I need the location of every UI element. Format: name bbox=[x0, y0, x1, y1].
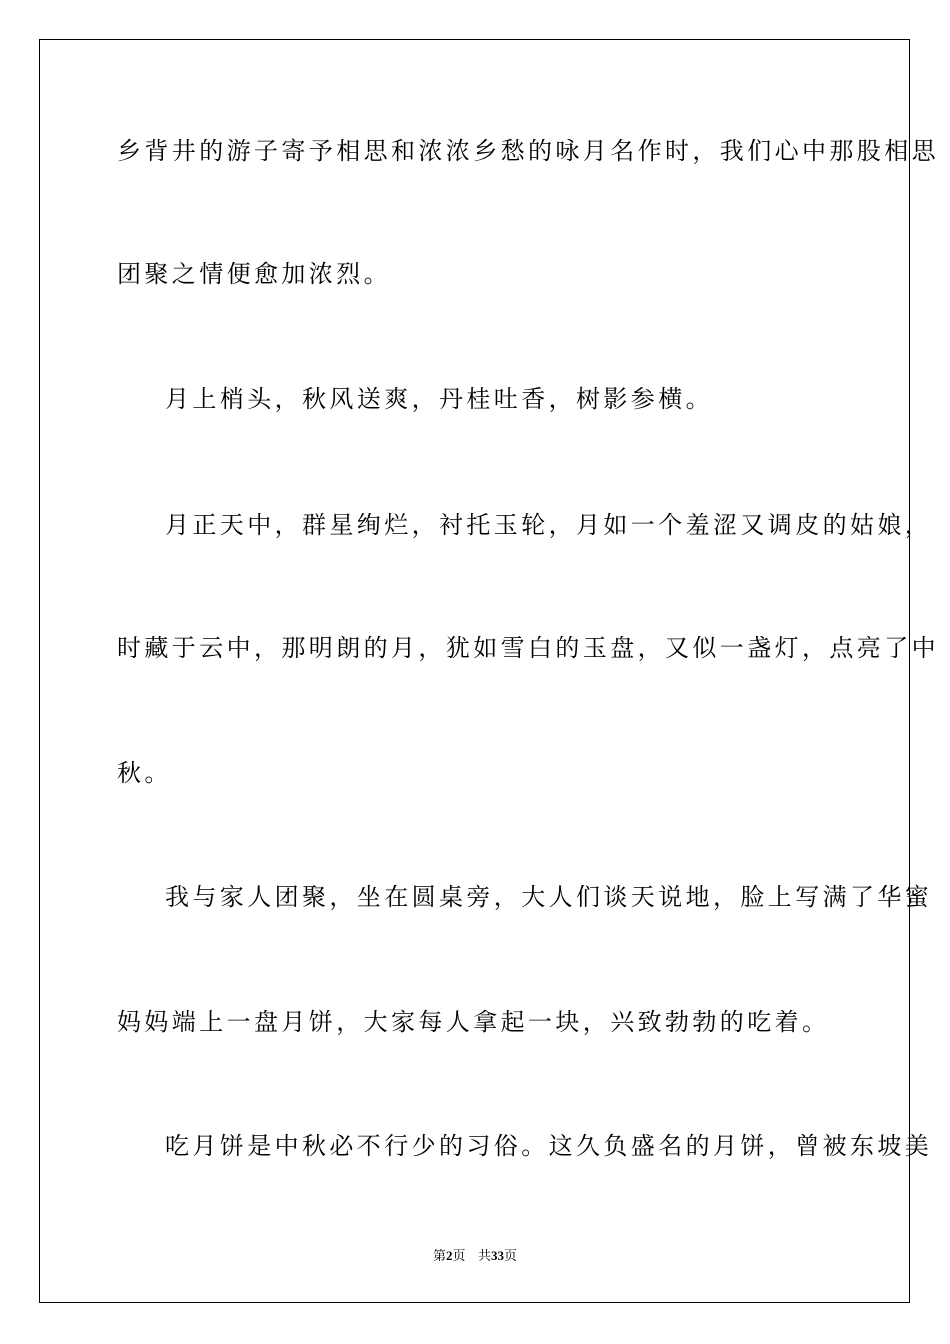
text-line-9: 吃月饼是中秋必不行少的习俗。这久负盛名的月饼，曾被东坡美 bbox=[165, 1132, 933, 1160]
text-line-2: 团聚之情便愈加浓烈。 bbox=[117, 260, 391, 288]
text-line-4: 月正天中，群星绚烂，衬托玉轮，月如一个羞涩又调皮的姑娘， bbox=[165, 511, 933, 539]
total-suffix: 页 bbox=[503, 1249, 517, 1264]
text-line-8: 妈妈端上一盘月饼，大家每人拿起一块，兴致勃勃的吃着。 bbox=[117, 1008, 830, 1036]
page-footer bbox=[0, 1247, 950, 1266]
text-line-3: 月上梢头，秋风送爽，丹桂吐香，树影参横。 bbox=[165, 385, 713, 413]
text-line-1: 乡背井的游子寄予相思和浓浓乡愁的咏月名作时，我们心中那股相思 bbox=[117, 137, 939, 165]
text-line-7: 我与家人团聚，坐在圆桌旁，大人们谈天说地，脸上写满了华蜜 bbox=[165, 883, 933, 911]
page-prefix: 第 bbox=[433, 1249, 447, 1264]
total-prefix: 共 bbox=[477, 1249, 491, 1264]
text-line-5: 时藏于云中，那明朗的月，犹如雪白的玉盘，又似一盏灯，点亮了中 bbox=[117, 634, 939, 662]
text-line-6: 秋。 bbox=[117, 759, 172, 787]
page-border bbox=[39, 39, 939, 1303]
page-suffix: 页 bbox=[452, 1249, 466, 1264]
total-pages: 33 bbox=[490, 1248, 504, 1263]
page-number: 2 bbox=[446, 1248, 453, 1263]
